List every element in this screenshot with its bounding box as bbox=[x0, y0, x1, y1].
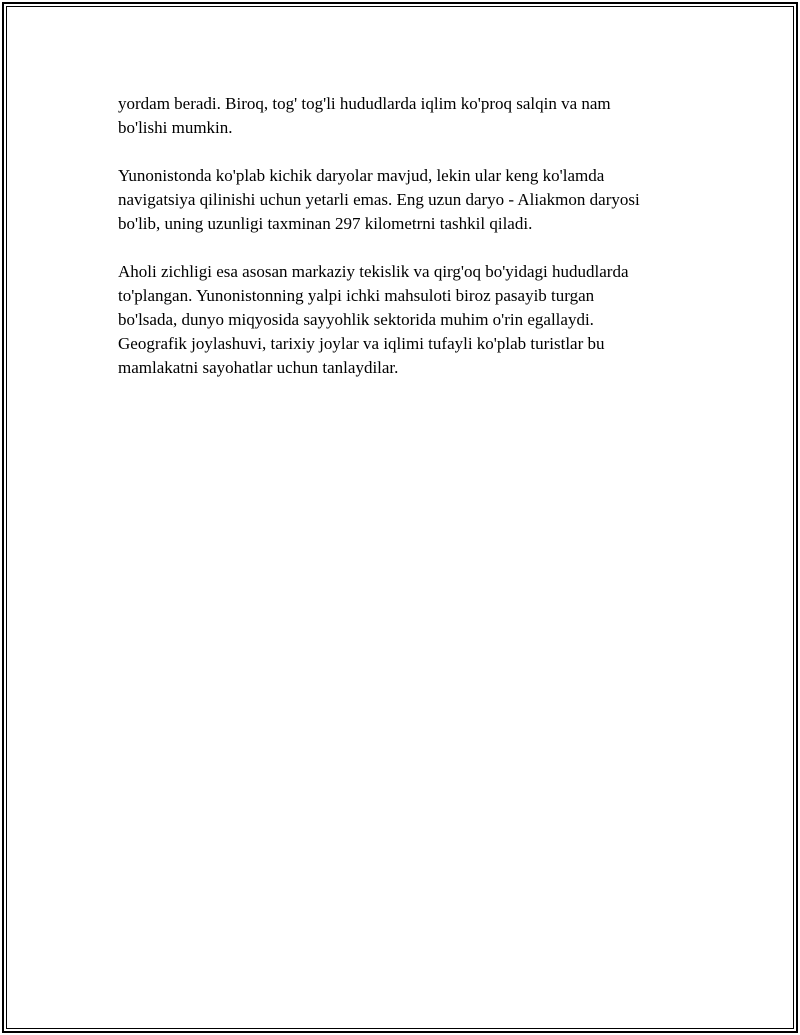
text-line: navigatsiya qilinishi uchun yetarli emas. Eng uzun daryo - Aliakmon daryosi bbox=[118, 190, 640, 209]
text-line: to'plangan. Yunonistonning yalpi ichki mahsuloti biroz pasayib turgan bbox=[118, 286, 595, 305]
text-line: bo'lishi mumkin. bbox=[118, 118, 233, 137]
document-body bbox=[118, 92, 698, 404]
paragraph-2 bbox=[118, 164, 698, 236]
paragraph-1 bbox=[118, 92, 698, 140]
text-line: Aholi zichligi esa asosan markaziy tekislik va qirg'oq bo'yidagi hududlarda bbox=[118, 262, 629, 281]
text-line: Yunonistonda ko'plab kichik daryolar mavjud, lekin ular keng ko'lamda bbox=[118, 166, 605, 185]
text-line: mamlakatni sayohatlar uchun tanlaydilar. bbox=[118, 358, 399, 377]
text-line: Geografik joylashuvi, tarixiy joylar va iqlimi tufayli ko'plab turistlar bu bbox=[118, 334, 605, 353]
text-line: yordam beradi. Biroq, tog' tog'li hududlarda iqlim ko'proq salqin va nam bbox=[118, 94, 611, 113]
paragraph-3 bbox=[118, 260, 698, 380]
text-line: bo'lsada, dunyo miqyosida sayyohlik sektorida muhim o'rin egallaydi. bbox=[118, 310, 594, 329]
text-line: bo'lib, uning uzunligi taxminan 297 kilometrni tashkil qiladi. bbox=[118, 214, 533, 233]
